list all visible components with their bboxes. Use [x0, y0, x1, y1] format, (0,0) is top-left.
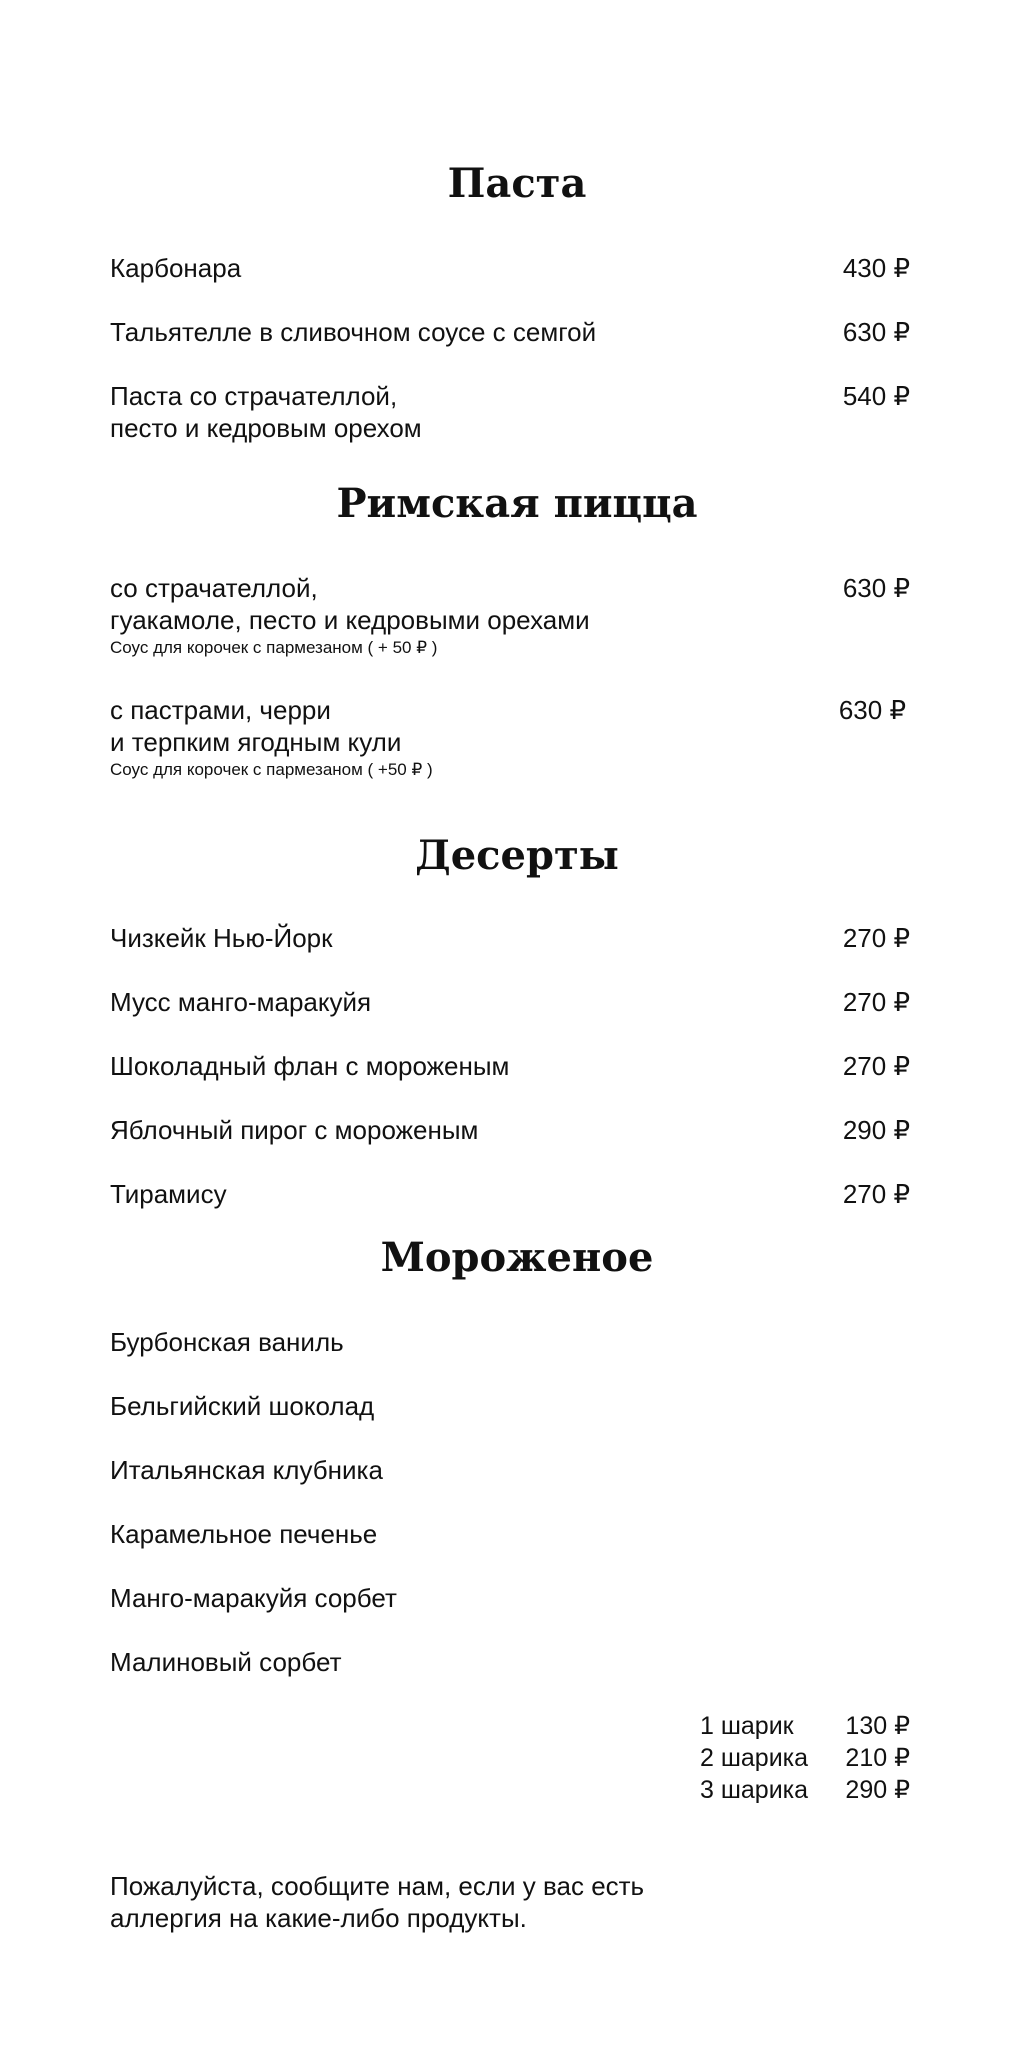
menu-item: [110, 986, 910, 1056]
item-name-line: Карамельное печенье: [110, 1519, 378, 1549]
item-name: [110, 572, 760, 660]
item-name-line: Шоколадный флан с мороженым: [110, 1051, 510, 1081]
menu-item: [110, 1390, 910, 1460]
item-name-line: Яблочный пирог с мороженым: [110, 1115, 479, 1145]
item-price: 430 ₽: [842, 253, 910, 283]
section-title-pasta: Паста: [447, 160, 587, 207]
item-price: 270 ₽: [842, 923, 910, 953]
item-name-line: гуакамоле, песто и кедровыми орехами: [110, 605, 590, 635]
item-name: [110, 1114, 760, 1146]
item-price: 540 ₽: [842, 381, 910, 411]
scoop-price: 290 ₽: [845, 1776, 910, 1804]
scoop-qty: 3 шарика: [700, 1776, 809, 1804]
menu-item: [110, 316, 910, 386]
item-name-line: песто и кедровым орехом: [110, 413, 422, 443]
menu-item: [110, 1582, 910, 1652]
item-name-line: и терпким ягодным кули: [110, 727, 402, 757]
item-name: [110, 1518, 760, 1550]
item-name: [110, 252, 760, 284]
item-name: [110, 1582, 760, 1614]
item-price: 270 ₽: [842, 987, 910, 1017]
item-name: [110, 986, 760, 1018]
scoop-price-row: [700, 1742, 910, 1774]
menu-item: [110, 380, 910, 450]
item-price: 630 ₽: [842, 573, 910, 603]
item-note: Соус для корочек с пармезаном ( + 50 ₽ ): [110, 638, 438, 657]
item-name-line: Чизкейк Нью-Йорк: [110, 923, 333, 953]
scoop-qty: 1 шарик: [700, 1712, 794, 1740]
section-title-pizza: Римская пицца: [336, 480, 698, 527]
item-name: [110, 1178, 760, 1210]
menu-item: [110, 922, 910, 992]
section-title-icecream: Мороженое: [380, 1234, 654, 1281]
item-price: 290 ₽: [842, 1115, 910, 1145]
menu-item: [110, 1326, 910, 1396]
item-name-line: Итальянская клубника: [110, 1455, 383, 1485]
item-price: 630 ₽: [842, 317, 910, 347]
menu-item: [110, 694, 910, 784]
scoop-price-row: [700, 1710, 910, 1742]
item-note: Соус для корочек с пармезаном ( +50 ₽ ): [110, 760, 433, 779]
menu-item: [110, 252, 910, 322]
item-name: [110, 1390, 760, 1422]
item-name-line: Мусс манго-маракуйя: [110, 987, 372, 1017]
menu-item: [110, 1050, 910, 1120]
scoop-qty: 2 шарика: [700, 1744, 809, 1772]
menu-item: [110, 572, 910, 662]
item-name: [110, 922, 760, 954]
item-price: 630 ₽: [838, 695, 906, 725]
item-name-line: Паста со страчателлой,: [110, 381, 398, 411]
scoop-price-row: [700, 1774, 910, 1806]
item-name-line: Бурбонская ваниль: [110, 1327, 344, 1357]
scoop-price: 130 ₽: [845, 1712, 910, 1740]
item-name: [110, 1454, 760, 1486]
item-name-line: Карбонара: [110, 253, 242, 283]
menu-item: [110, 1114, 910, 1184]
item-name-line: со страчателлой,: [110, 573, 318, 603]
section-title-desserts: Десерты: [415, 832, 619, 879]
item-name: [110, 380, 760, 444]
item-name-line: Манго-маракуйя сорбет: [110, 1583, 397, 1613]
item-name: [110, 1326, 760, 1358]
item-price: 270 ₽: [842, 1179, 910, 1209]
menu-item: [110, 1454, 910, 1524]
allergy-notice-line: Пожалуйста, сообщите нам, если у вас есть: [110, 1871, 645, 1901]
item-name-line: Малиновый сорбет: [110, 1647, 342, 1677]
allergy-notice-line: аллергия на какие-либо продукты.: [110, 1903, 527, 1933]
item-name-line: Тирамису: [110, 1179, 227, 1209]
item-name-line: Бельгийский шоколад: [110, 1391, 375, 1421]
scoop-price: 210 ₽: [845, 1744, 910, 1772]
item-name: [110, 1050, 760, 1082]
item-name-line: Тальятелле в сливочном соусе с семгой: [110, 317, 597, 347]
menu-item: [110, 1518, 910, 1588]
allergy-notice: [110, 1870, 810, 1934]
menu-item: [110, 1646, 910, 1716]
item-name: [110, 316, 760, 348]
item-price: 270 ₽: [842, 1051, 910, 1081]
item-name: [110, 694, 760, 782]
item-name-line: с пастрами, черри: [110, 695, 331, 725]
item-name: [110, 1646, 760, 1678]
